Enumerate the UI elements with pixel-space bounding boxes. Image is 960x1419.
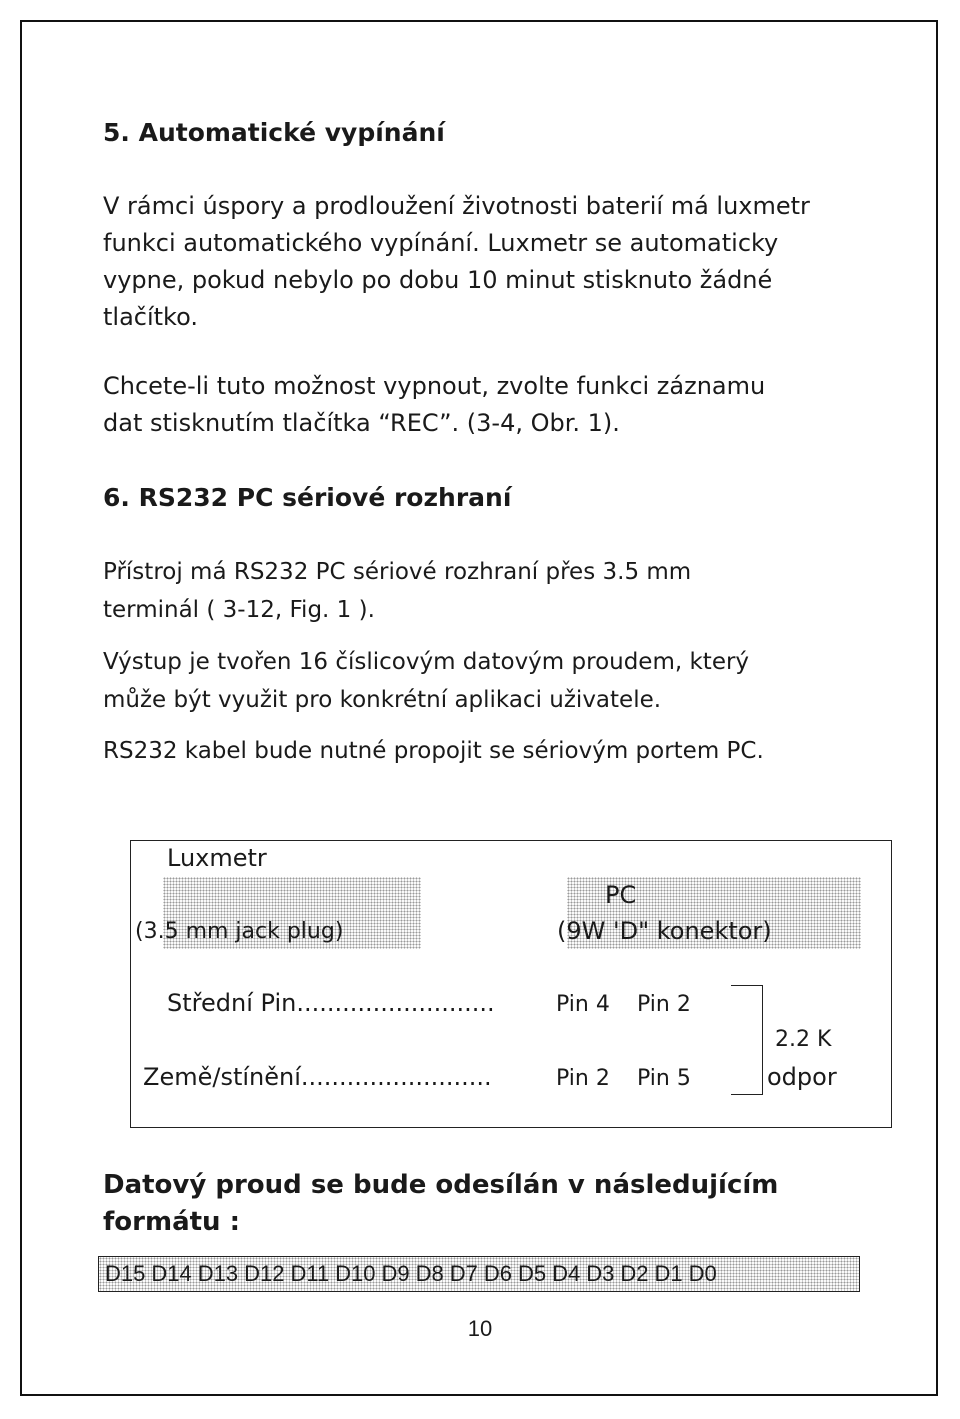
center-pin-text: Střední Pin....	[167, 989, 327, 1017]
bit-cell: D4	[552, 1261, 581, 1286]
bit-cell: D14	[151, 1261, 192, 1286]
ground-shield-label	[143, 1063, 492, 1091]
text-line: terminál ( 3-12, Fig. 1 ).	[103, 597, 375, 623]
text-line: může být využit pro konkrétní aplikaci uživatele.	[103, 687, 662, 713]
section-5-heading: 5. Automatické vypínání	[103, 118, 445, 147]
bit-cell: D7	[449, 1261, 478, 1286]
section-6-paragraph-3: RS232 kabel bude nutné propojit se sériovým portem PC.	[103, 738, 764, 764]
bit-cell: D5	[518, 1261, 547, 1286]
row2-pin-b: Pin 5	[637, 1066, 691, 1091]
text-line: V rámci úspory a prodloužení životnosti baterií má luxmetr	[103, 192, 810, 220]
data-format-bits	[98, 1256, 860, 1292]
bit-cell: D10	[335, 1261, 376, 1286]
bit-cell: D2	[620, 1261, 649, 1286]
bit-cell: D1	[654, 1261, 683, 1286]
bit-cell: D0	[688, 1261, 717, 1286]
text-line: Chcete-li tuto možnost vypnout, zvolte funkci záznamu	[103, 372, 766, 400]
pc-connector-label: (9W 'D" konektor)	[557, 917, 772, 945]
format-heading	[103, 1167, 778, 1241]
section-5-paragraph-2	[103, 368, 765, 442]
text-line: funkci automatického vypínání. Luxmetr se automaticky	[103, 229, 779, 257]
wiring-diagram	[130, 840, 892, 1128]
center-pin-label	[167, 989, 495, 1017]
bit-cell: D13	[197, 1261, 239, 1286]
section-6-paragraph-1	[103, 553, 691, 629]
bit-cell: D8	[415, 1261, 444, 1286]
bit-cell: D3	[586, 1261, 615, 1286]
resistor-value: 2.2 K	[775, 1027, 832, 1052]
bit-cell: D9	[381, 1261, 410, 1286]
resistor-bracket	[731, 985, 763, 1095]
row1-pin-b: Pin 2	[637, 992, 691, 1017]
ground-shield-text: Země/stínění.	[143, 1063, 309, 1091]
bit-cell: D12	[244, 1261, 285, 1286]
section-6-paragraph-2	[103, 643, 749, 719]
pc-title: PC	[605, 881, 637, 909]
bit-cell: D6	[483, 1261, 513, 1286]
bit-cell: D15	[105, 1261, 146, 1286]
format-heading-line: Datový proud se bude odesílán v následujícím	[103, 1170, 779, 1200]
page-number: 10	[467, 1316, 493, 1341]
luxmetr-title: Luxmetr	[167, 844, 267, 872]
row2-pin-a: Pin 2	[556, 1066, 610, 1091]
text-line: vypne, pokud nebylo po dobu 10 minut stisknuto žádné	[103, 266, 773, 294]
row1-pin-a: Pin 4	[556, 992, 610, 1017]
format-heading-line: formátu :	[103, 1207, 241, 1237]
text-line: Přístroj má RS232 PC sériové rozhraní přes 3.5 mm	[103, 559, 692, 585]
text-line: dat stisknutím tlačítka “REC”. (3-4, Obr. 1).	[103, 409, 620, 437]
text-line: Výstup je tvořen 16 číslicovým datovým proudem, který	[103, 649, 750, 675]
resistor-label: odpor	[767, 1063, 837, 1091]
leader-dots: ......................	[326, 989, 495, 1017]
section-5-paragraph-1	[103, 188, 810, 336]
leader-dots: ........................	[308, 1063, 492, 1091]
section-6-heading: 6. RS232 PC sériové rozhraní	[103, 483, 512, 512]
luxmetr-connector-label: (3.5 mm jack plug)	[135, 919, 344, 944]
bit-cell: D11	[290, 1261, 330, 1286]
text-line: tlačítko.	[103, 303, 198, 331]
